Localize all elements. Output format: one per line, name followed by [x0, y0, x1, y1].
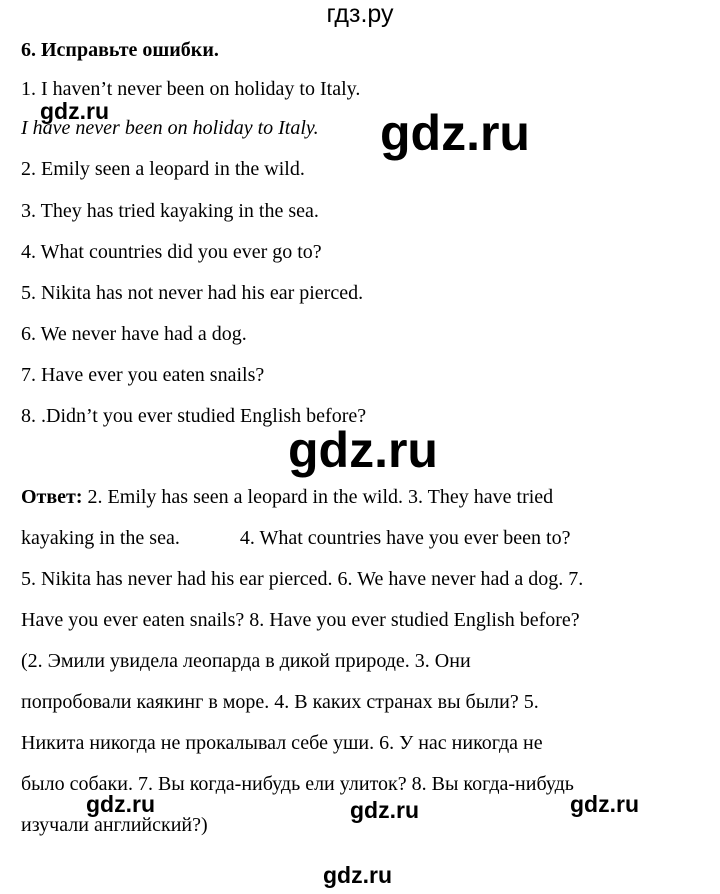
sentence-3: 3. They has tried kayaking in the sea.	[21, 200, 319, 222]
answer-label: Ответ:	[21, 486, 83, 508]
example-correction: I have never been on holiday to Italy.	[21, 117, 319, 139]
site-header: гдз.ру	[326, 0, 394, 28]
sentence-2: 2. Emily seen a leopard in the wild.	[21, 158, 305, 180]
watermark: gdz.ru	[40, 98, 109, 124]
sentence-8: 8. .Didn’t you ever studied English before?	[21, 405, 367, 427]
answer-line-4: Have you ever eaten snails? 8. Have you ever studied English before?	[21, 609, 580, 631]
watermark: gdz.ru	[570, 791, 639, 817]
translation-line-5: изучали английский?)	[21, 814, 208, 836]
watermark: gdz.ru	[288, 422, 438, 478]
answer-line-1	[21, 487, 553, 507]
translation-line-1: (2. Эмили увидела леопарда в дикой природе. 3. Они	[21, 650, 471, 672]
translation-line-3: Никита никогда не прокалывал себе уши. 6. У нас никогда не	[21, 732, 543, 754]
watermark: gdz.ru	[350, 797, 419, 823]
sentence-1: 1. I haven’t never been on holiday to Italy.	[21, 78, 361, 100]
answer-line-3: 5. Nikita has never had his ear pierced. 6. We have never had a dog. 7.	[21, 568, 584, 590]
answer-text-1: 2. Emily has seen a leopard in the wild. 3. They have tried	[87, 486, 554, 508]
answer-line-2: kayaking in the sea. 4. What countries have you ever been to?	[21, 527, 571, 549]
sentence-6: 6. We never have had a dog.	[21, 323, 247, 345]
sentence-4: 4. What countries did you ever go to?	[21, 241, 322, 263]
translation-line-4: было собаки. 7. Вы когда-нибудь ели улиток? 8. Вы когда-нибудь	[21, 773, 574, 795]
watermark: gdz.ru	[323, 862, 392, 888]
exercise-title: 6. Исправьте ошибки.	[21, 39, 219, 61]
sentence-5: 5. Nikita has not never had his ear pierced.	[21, 282, 364, 304]
translation-line-2: попробовали каякинг в море. 4. В каких странах вы были? 5.	[21, 691, 539, 713]
sentence-7: 7. Have ever you eaten snails?	[21, 364, 265, 386]
watermark: gdz.ru	[86, 791, 155, 817]
watermark: gdz.ru	[380, 105, 530, 161]
